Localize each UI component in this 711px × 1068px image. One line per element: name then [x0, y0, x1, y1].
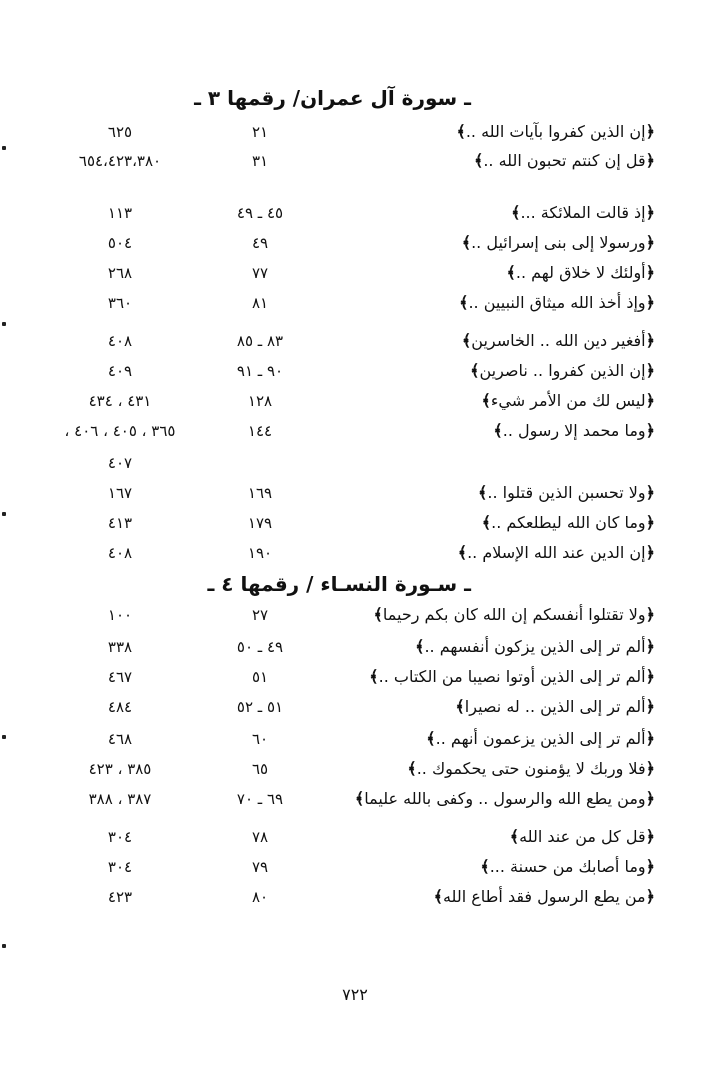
page-references: ٤٣١ ، ٤٣٤	[88, 392, 152, 410]
quran-bracket-close: ﴾	[481, 513, 492, 532]
index-row	[0, 386, 711, 416]
ayah-number: ٤٥ ـ ٤٩	[236, 204, 284, 222]
verse-text: إن الذين كفروا بآيات الله ..	[465, 122, 646, 141]
quran-bracket-open: ﴿	[645, 513, 655, 532]
index-row	[0, 228, 711, 258]
verse-text: وما أصابك من حسنة ...	[489, 857, 646, 876]
quran-bracket-close: ﴾	[426, 729, 436, 748]
index-row	[0, 416, 711, 446]
quran-bracket-open: ﴿	[645, 421, 655, 440]
verse-excerpt	[285, 538, 655, 568]
verse-text: وما كان الله ليطلعكم ..	[491, 513, 646, 532]
ayah-number: ٥١ ـ ٥٢	[236, 698, 284, 716]
surah-heading-an-nisa: ـ سـورة النسـاء / رقمها ٤ ـ	[207, 572, 471, 596]
page-number: ٧٢٢	[342, 985, 368, 1004]
verse-text: ألم تر إلى الذين يزعمون أنهم ..	[435, 729, 646, 748]
page-references: ٦٥٤،٤٢٣،٣٨٠	[78, 152, 162, 170]
verse-excerpt	[285, 754, 655, 784]
verse-excerpt	[285, 852, 655, 882]
index-row	[0, 852, 711, 882]
verse-excerpt	[285, 822, 655, 852]
index-row	[0, 117, 711, 147]
quran-bracket-close: ﴾	[354, 789, 365, 808]
verse-excerpt	[285, 386, 655, 416]
index-row	[0, 356, 711, 386]
ayah-number: ١٢٨	[247, 392, 273, 410]
quran-bracket-close: ﴾	[511, 203, 521, 222]
index-row	[0, 288, 711, 318]
index-row	[0, 146, 711, 176]
page-references: ٤٨٤	[107, 698, 133, 716]
index-row	[0, 784, 711, 814]
page-references: ٣٦٠	[107, 294, 133, 312]
page-references: ٣٨٧ ، ٣٨٨	[88, 790, 152, 808]
quran-bracket-close: ﴾	[459, 293, 469, 312]
verse-text: إذ قالت الملائكة ...	[520, 203, 646, 222]
quran-bracket-close: ﴾	[481, 391, 491, 410]
verse-text: ألم تر إلى الذين .. له نصيرا	[464, 697, 646, 716]
verse-text: ولا تحسبن الذين قتلوا ..	[487, 483, 646, 502]
page-references: ٤١٣	[107, 514, 133, 532]
ayah-number: ١٩٠	[247, 544, 273, 562]
quran-bracket-open: ﴿	[645, 729, 655, 748]
quran-bracket-open: ﴿	[645, 887, 655, 906]
ayah-number: ٢٧	[251, 606, 269, 624]
page-references: ١١٣	[107, 204, 133, 222]
verse-excerpt	[285, 117, 655, 147]
quran-bracket-open: ﴿	[645, 122, 655, 141]
page-references: ٤٦٨	[107, 730, 133, 748]
quran-bracket-close: ﴾	[506, 263, 516, 282]
ayah-number: ٢١	[251, 123, 269, 141]
verse-excerpt	[285, 600, 655, 630]
quran-bracket-open: ﴿	[645, 233, 655, 252]
quran-bracket-open: ﴿	[645, 667, 655, 686]
ayah-number: ١٧٩	[247, 514, 273, 532]
ayah-number: ٧٨	[251, 828, 269, 846]
ayah-number: ٨١	[251, 294, 269, 312]
verse-text: ولا تقتلوا أنفسكم إن الله كان بكم رحيما	[382, 605, 646, 624]
quran-bracket-close: ﴾	[461, 331, 472, 350]
page-references: ٣٨٥ ، ٤٢٣	[88, 760, 152, 778]
verse-excerpt	[285, 198, 655, 228]
ayah-number: ١٦٩	[247, 484, 273, 502]
page-references: ٤٠٧	[107, 454, 133, 472]
verse-excerpt	[285, 326, 655, 356]
verse-text: ألم تر إلى الذين يزكون أنفسهم ..	[424, 637, 646, 656]
page-references: ١٠٠	[107, 606, 133, 624]
ayah-number: ٧٩	[251, 858, 269, 876]
ayah-number: ١٤٤	[247, 422, 273, 440]
quran-bracket-open: ﴿	[645, 759, 655, 778]
index-row	[0, 632, 711, 662]
verse-text: أولئك لا خلاق لهم ..	[515, 263, 646, 282]
verse-excerpt	[285, 784, 655, 814]
verse-text: قل كل من عند الله	[519, 827, 646, 846]
index-row	[0, 724, 711, 754]
index-row	[0, 326, 711, 356]
page-references: ٤٢٣	[107, 888, 133, 906]
page-references: ٣٦٥ ، ٤٠٥ ، ٤٠٦ ،	[64, 422, 176, 440]
quran-bracket-close: ﴾	[470, 361, 480, 380]
verse-text: أفغير دين الله .. الخاسرين	[471, 331, 646, 350]
verse-text: إن الذين كفروا .. ناصرين	[479, 361, 646, 380]
index-row	[0, 754, 711, 784]
index-row	[0, 662, 711, 692]
ayah-number: ٨٣ ـ ٨٥	[236, 332, 284, 350]
quran-bracket-open: ﴿	[645, 789, 655, 808]
verse-excerpt	[285, 662, 655, 692]
page-references: ٣٣٨	[107, 638, 133, 656]
verse-text: إن الدين عند الله الإسلام ..	[467, 543, 646, 562]
page-references: ٤٠٨	[107, 332, 133, 350]
quran-bracket-close: ﴾	[433, 887, 443, 906]
index-row	[0, 882, 711, 912]
ayah-number: ٩٠ ـ ٩١	[236, 362, 284, 380]
quran-bracket-close: ﴾	[369, 667, 379, 686]
quran-bracket-open: ﴿	[645, 391, 655, 410]
verse-text: قل إن كنتم تحبون الله ..	[483, 151, 646, 170]
verse-excerpt	[285, 146, 655, 176]
verse-excerpt	[285, 882, 655, 912]
verse-excerpt	[285, 228, 655, 258]
page-references: ٦٢٥	[107, 123, 133, 141]
quran-bracket-open: ﴿	[645, 543, 655, 562]
verse-excerpt	[285, 416, 655, 446]
quran-bracket-close: ﴾	[415, 637, 425, 656]
verse-excerpt	[285, 258, 655, 288]
quran-bracket-close: ﴾	[493, 421, 503, 440]
quran-bracket-close: ﴾	[477, 483, 488, 502]
verse-excerpt	[285, 632, 655, 662]
quran-bracket-open: ﴿	[645, 637, 655, 656]
quran-bracket-open: ﴿	[645, 203, 655, 222]
ayah-number: ٦٥	[251, 760, 269, 778]
page-references: ٤٦٧	[107, 668, 133, 686]
verse-text: ألم تر إلى الذين أوتوا نصيبا من الكتاب ..	[378, 667, 646, 686]
verse-excerpt	[285, 478, 655, 508]
quran-bracket-open: ﴿	[645, 483, 655, 502]
margin-mark	[2, 322, 6, 326]
quran-bracket-close: ﴾	[457, 543, 468, 562]
quran-bracket-close: ﴾	[509, 827, 520, 846]
ayah-number: ٧٧	[251, 264, 269, 282]
ayah-number: ٥١	[251, 668, 269, 686]
verse-text: من يطع الرسول فقد أطاع الله	[442, 887, 646, 906]
index-row	[0, 508, 711, 538]
quran-bracket-close: ﴾	[407, 759, 417, 778]
quran-bracket-close: ﴾	[473, 151, 484, 170]
verse-excerpt	[285, 288, 655, 318]
ayah-number: ٨٠	[251, 888, 269, 906]
ayah-number: ٦٠	[251, 730, 269, 748]
page-references: ٤٠٨	[107, 544, 133, 562]
quran-bracket-close: ﴾	[461, 233, 472, 252]
margin-mark	[2, 735, 6, 739]
verse-text: ومن يطع الله والرسول .. وكفى بالله عليما	[364, 789, 646, 808]
page-references: ٤٠٩	[107, 362, 133, 380]
verse-excerpt	[285, 692, 655, 722]
index-row	[0, 198, 711, 228]
page-references: ٣٠٤	[107, 828, 133, 846]
ayah-number: ٤٩ ـ ٥٠	[236, 638, 284, 656]
quran-bracket-open: ﴿	[645, 263, 655, 282]
verse-excerpt	[285, 508, 655, 538]
verse-text: ورسولا إلى بنى إسرائيل ..	[471, 233, 646, 252]
verse-excerpt	[285, 356, 655, 386]
verse-text: فلا وربك لا يؤمنون حتى يحكموك ..	[416, 759, 646, 778]
quran-bracket-open: ﴿	[645, 857, 655, 876]
page-references: ١٦٧	[107, 484, 133, 502]
margin-mark	[2, 944, 6, 948]
quran-bracket-open: ﴿	[645, 293, 655, 312]
quran-bracket-close: ﴾	[480, 857, 490, 876]
quran-bracket-close: ﴾	[455, 697, 465, 716]
verse-text: ليس لك من الأمر شيء	[490, 391, 646, 410]
quran-bracket-close: ﴾	[456, 122, 466, 141]
margin-mark	[2, 146, 6, 150]
page-references: ٣٠٤	[107, 858, 133, 876]
quran-bracket-open: ﴿	[645, 697, 655, 716]
ayah-number: ٣١	[251, 152, 269, 170]
verse-text: وما محمد إلا رسول ..	[502, 421, 646, 440]
index-row	[0, 478, 711, 508]
quran-bracket-open: ﴿	[645, 331, 655, 350]
quran-bracket-open: ﴿	[645, 605, 655, 624]
index-row	[0, 538, 711, 568]
ayah-number: ٤٩	[251, 234, 269, 252]
index-row	[0, 258, 711, 288]
verse-excerpt	[285, 724, 655, 754]
index-row	[0, 822, 711, 852]
quran-bracket-open: ﴿	[645, 361, 655, 380]
index-row	[0, 448, 711, 478]
ayah-number: ٦٩ ـ ٧٠	[236, 790, 284, 808]
verse-text: وإذ أخذ الله ميثاق النبيين ..	[468, 293, 646, 312]
quran-bracket-open: ﴿	[645, 827, 655, 846]
surah-heading-al-imran: ـ سورة آل عمران/ رقمها ٣ ـ	[194, 86, 471, 110]
quran-bracket-close: ﴾	[373, 605, 383, 624]
page-references: ٥٠٤	[107, 234, 133, 252]
index-row	[0, 692, 711, 722]
quran-bracket-open: ﴿	[645, 151, 655, 170]
margin-mark	[2, 512, 6, 516]
index-row	[0, 600, 711, 630]
page-references: ٢٦٨	[107, 264, 133, 282]
